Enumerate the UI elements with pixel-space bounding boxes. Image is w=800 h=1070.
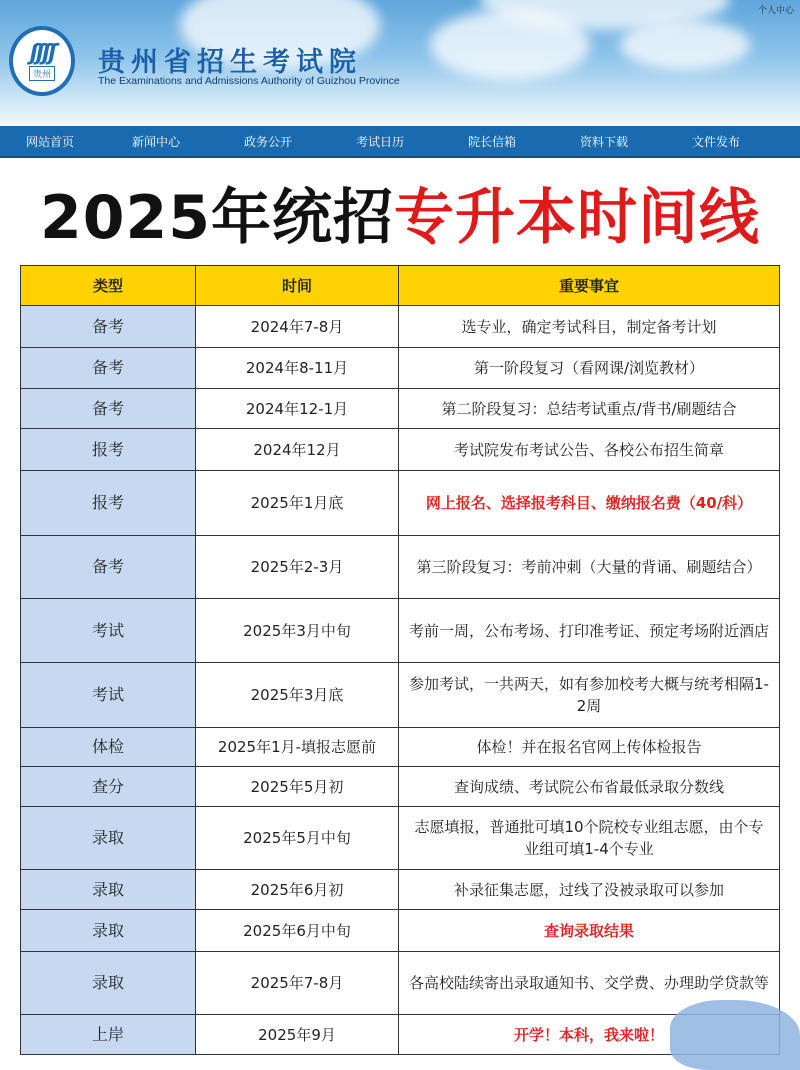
cell-note: 第三阶段复习：考前冲刺（大量的背诵、刷题结合）: [399, 536, 780, 599]
cell-type: 上岸: [21, 1015, 196, 1055]
cell-time: 2024年12-1月: [196, 389, 399, 429]
table-row: [21, 471, 780, 536]
table-row: [21, 767, 780, 807]
table-row: [21, 599, 780, 663]
table-row: [21, 389, 780, 429]
cell-type: 备考: [21, 536, 196, 599]
main-nav: [0, 126, 800, 158]
cell-time: 2024年8-11月: [196, 348, 399, 389]
cell-type: 录取: [21, 807, 196, 870]
cell-type: 考试: [21, 599, 196, 663]
site-banner: [0, 0, 800, 126]
cell-type: 查分: [21, 767, 196, 807]
cell-note: 第一阶段复习（看网课/浏览教材）: [399, 348, 780, 389]
cell-time: 2025年7-8月: [196, 952, 399, 1015]
watermark-icon: [670, 1000, 800, 1070]
nav-mailbox[interactable]: 院长信箱: [467, 134, 516, 149]
user-center-link[interactable]: 个人中心: [757, 6, 794, 16]
cell-time: 2024年12月: [196, 429, 399, 471]
cell-note: 第二阶段复习：总结考试重点/背书/刷题结合: [399, 389, 780, 429]
cell-note: 参加考试，一共两天，如有参加校考大概与统考相隔1-2周: [399, 663, 780, 728]
timeline-table: [20, 265, 780, 1055]
cell-type: 备考: [21, 389, 196, 429]
table-row: [21, 306, 780, 348]
nav-documents[interactable]: 文件发布: [691, 134, 740, 149]
cell-time: 2025年1月-填报志愿前: [196, 728, 399, 767]
table-row: [21, 536, 780, 599]
table-row: [21, 348, 780, 389]
header-type: 类型: [21, 266, 196, 306]
table-row: [21, 952, 780, 1015]
table-row: [21, 1015, 780, 1055]
cell-time: 2025年3月底: [196, 663, 399, 728]
cell-note: 志愿填报，普通批可填10个院校专业组志愿，由个专业组可填1-4个专业: [399, 807, 780, 870]
header-time: 时间: [196, 266, 399, 306]
cell-type: 报考: [21, 471, 196, 536]
cell-time: 2025年2-3月: [196, 536, 399, 599]
table-row: [21, 807, 780, 870]
cell-type: 备考: [21, 348, 196, 389]
cell-note: 补录征集志愿，过线了没被录取可以参加: [399, 870, 780, 910]
nav-downloads[interactable]: 资料下载: [579, 134, 628, 149]
cell-type: 录取: [21, 870, 196, 910]
nav-news[interactable]: 新闻中心: [131, 134, 180, 149]
cell-note: 查询录取结果: [399, 910, 780, 952]
cell-type: 体检: [21, 728, 196, 767]
cell-type: 录取: [21, 952, 196, 1015]
nav-exam-calendar[interactable]: 考试日历: [355, 134, 404, 149]
cell-note: 选专业，确定考试科目，制定备考计划: [399, 306, 780, 348]
authority-logo[interactable]: ʃʃʃʃ 贵州: [9, 26, 75, 96]
cell-type: 录取: [21, 910, 196, 952]
table-row: [21, 429, 780, 471]
cell-note: 网上报名、选择报考科目、缴纳报名费（40/科）: [399, 471, 780, 536]
nav-home[interactable]: 网站首页: [25, 134, 74, 149]
cell-time: 2025年5月初: [196, 767, 399, 807]
cell-note: 各高校陆续寄出录取通知书、交学费、办理助学贷款等: [399, 952, 780, 1015]
cell-note: 查询成绩、考试院公布省最低录取分数线: [399, 767, 780, 807]
cell-time: 2025年9月: [196, 1015, 399, 1055]
page-title: 2025年统招专升本时间线: [40, 183, 760, 253]
cell-time: 2025年5月中旬: [196, 807, 399, 870]
cell-note: 考试院发布考试公告、各校公布招生简章: [399, 429, 780, 471]
table-row: [21, 910, 780, 952]
cell-note: 考前一周，公布考场、打印准考证、预定考场附近酒店: [399, 599, 780, 663]
cell-time: 2024年7-8月: [196, 306, 399, 348]
cell-time: 2025年1月底: [196, 471, 399, 536]
cell-type: 考试: [21, 663, 196, 728]
cell-type: 备考: [21, 306, 196, 348]
site-title: 贵州省招生考试院: [98, 47, 362, 78]
cell-note: 开学！本科，我来啦！: [399, 1015, 780, 1055]
cell-type: 报考: [21, 429, 196, 471]
site-subtitle: The Examinations and Admissions Authority of Guizhou Province: [98, 75, 400, 87]
cell-note: 体检！并在报名官网上传体检报告: [399, 728, 780, 767]
table-row: [21, 728, 780, 767]
table-row: [21, 663, 780, 728]
cell-time: 2025年6月初: [196, 870, 399, 910]
nav-government[interactable]: 政务公开: [243, 134, 292, 149]
table-row: [21, 870, 780, 910]
header-note: 重要事宜: [399, 266, 780, 306]
cell-time: 2025年3月中旬: [196, 599, 399, 663]
cell-time: 2025年6月中旬: [196, 910, 399, 952]
